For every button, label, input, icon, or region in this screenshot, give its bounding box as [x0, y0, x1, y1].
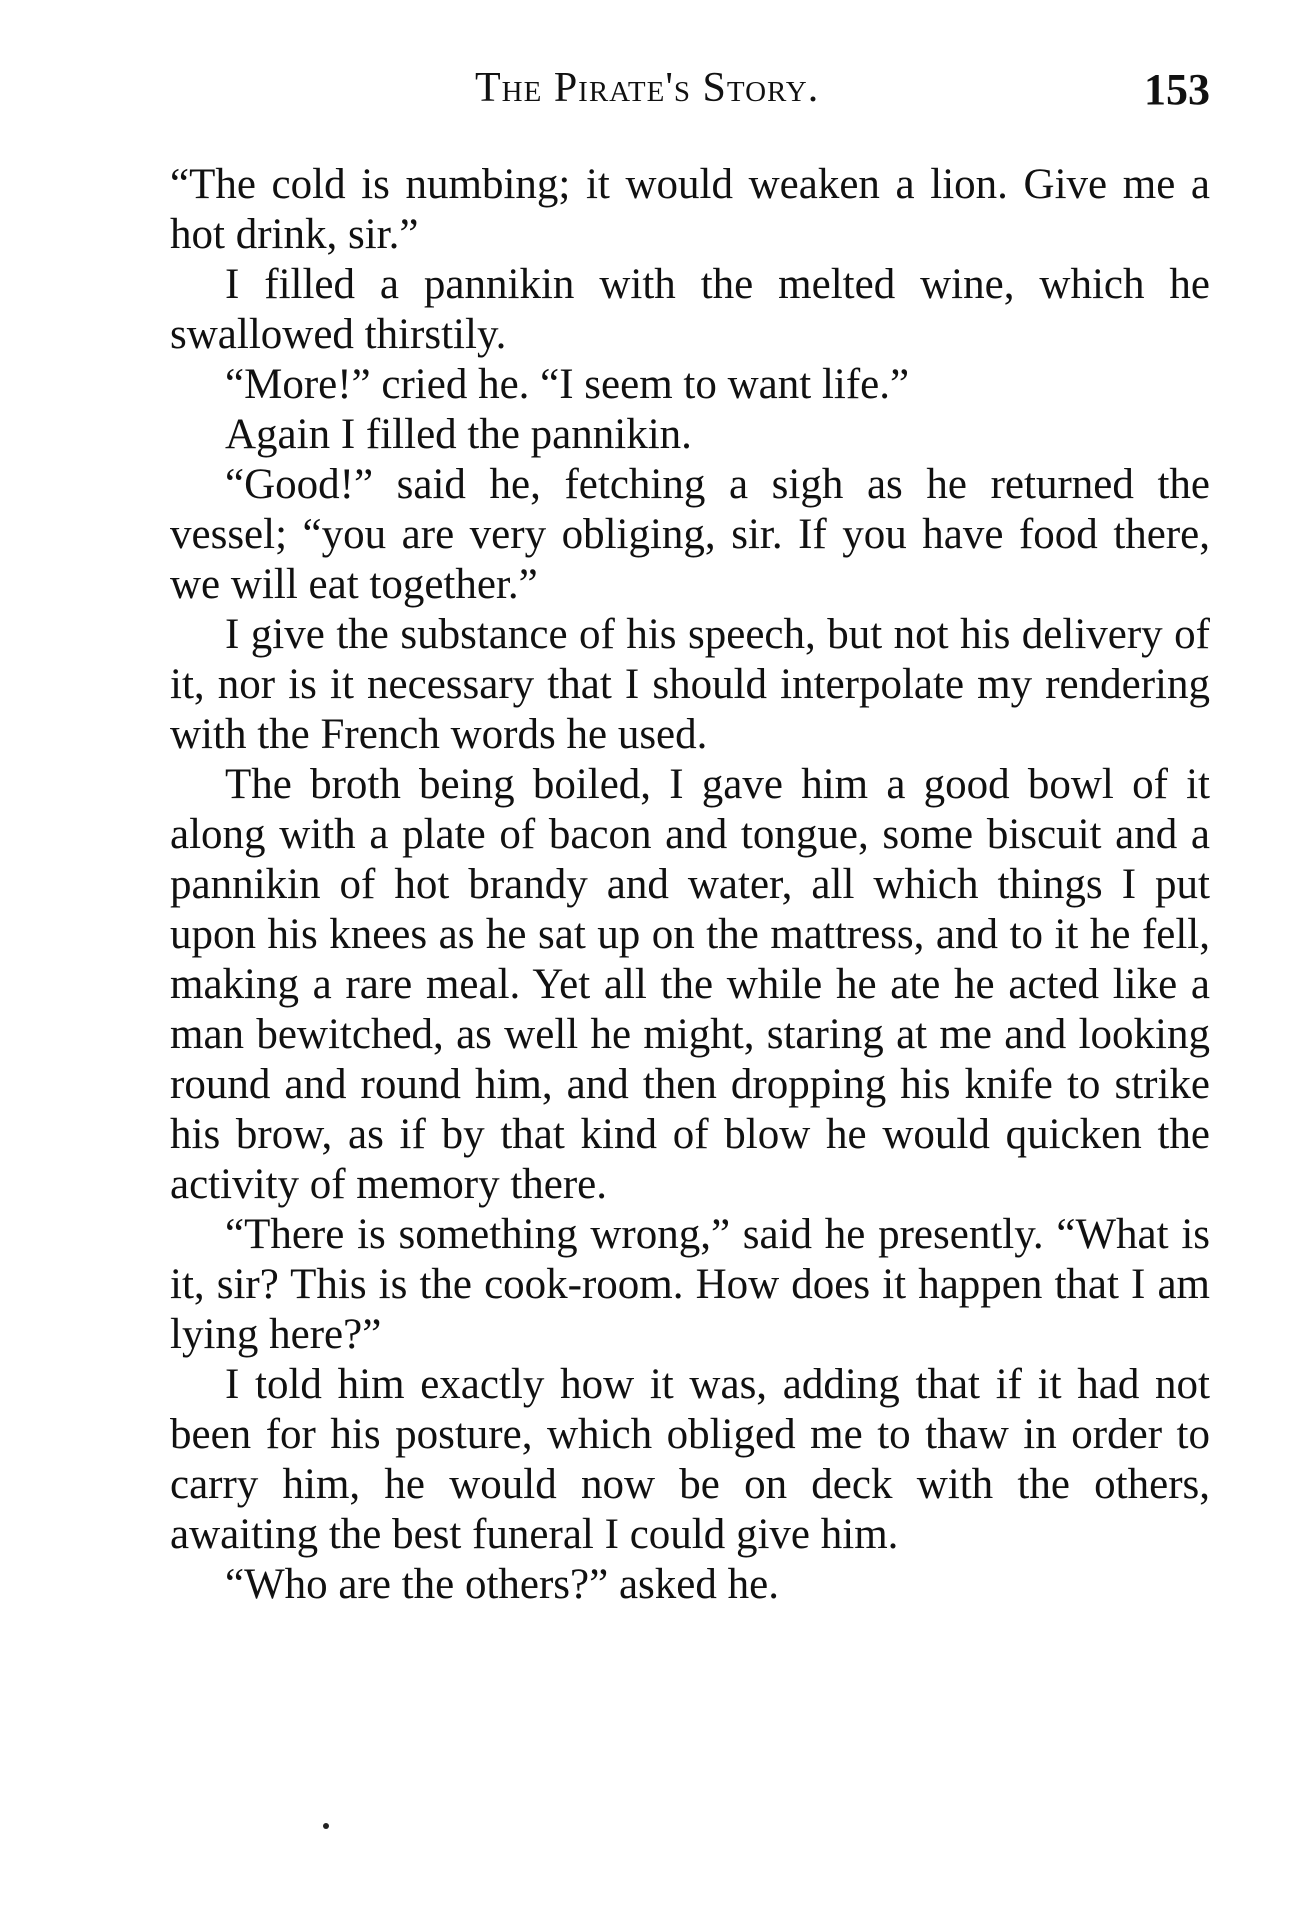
paragraph: “There is something wrong,” said he presently. “What is it, sir? This is the cook-room. How does it happen that I am lying here?”: [170, 1211, 1210, 1358]
paragraph: The broth being boiled, I gave him a good bowl of it along with a plate of bacon and tongue, some biscuit and a pannikin of hot brandy and water, all which things I put upon his knees as he sat up on the mattress, and to it he fell, making a rare meal. Yet all the while he ate he acted like a man bewitched, as well he might, staring at me and looking round and round him, and then dropping his knife to strike his brow, as if by that kind of blow he would quicken the activity of memory there.: [170, 761, 1210, 1208]
paragraph: “More!” cried he. “I seem to want life.”: [225, 361, 910, 408]
paragraph: I give the substance of his speech, but not his delivery of it, nor is it necessary that I should interpolate my rendering with the French words he used.: [170, 611, 1210, 758]
page-number: 153: [1144, 65, 1210, 114]
running-title: The Pirate's Story.: [475, 65, 820, 111]
paragraph: Again I filled the pannikin.: [225, 411, 692, 458]
page-header: [170, 52, 1210, 122]
paragraph: I told him exactly how it was, adding that if it had not been for his posture, which obliged me to thaw in order to carry him, he would now be on deck with the others, awaiting the best funeral I could give him.: [170, 1361, 1210, 1558]
paragraph: “Good!” said he, fetching a sigh as he returned the vessel; “you are very obliging, sir. If you have food there, we will eat together.”: [170, 461, 1210, 608]
ink-speck: [323, 1823, 329, 1829]
body-text: [170, 160, 1210, 1610]
paragraph: “Who are the others?” asked he.: [225, 1561, 779, 1608]
paragraph: I filled a pannikin with the melted wine, which he swallowed thirstily.: [170, 261, 1210, 358]
paragraph: “The cold is numbing; it would weaken a lion. Give me a hot drink, sir.”: [170, 161, 1210, 258]
